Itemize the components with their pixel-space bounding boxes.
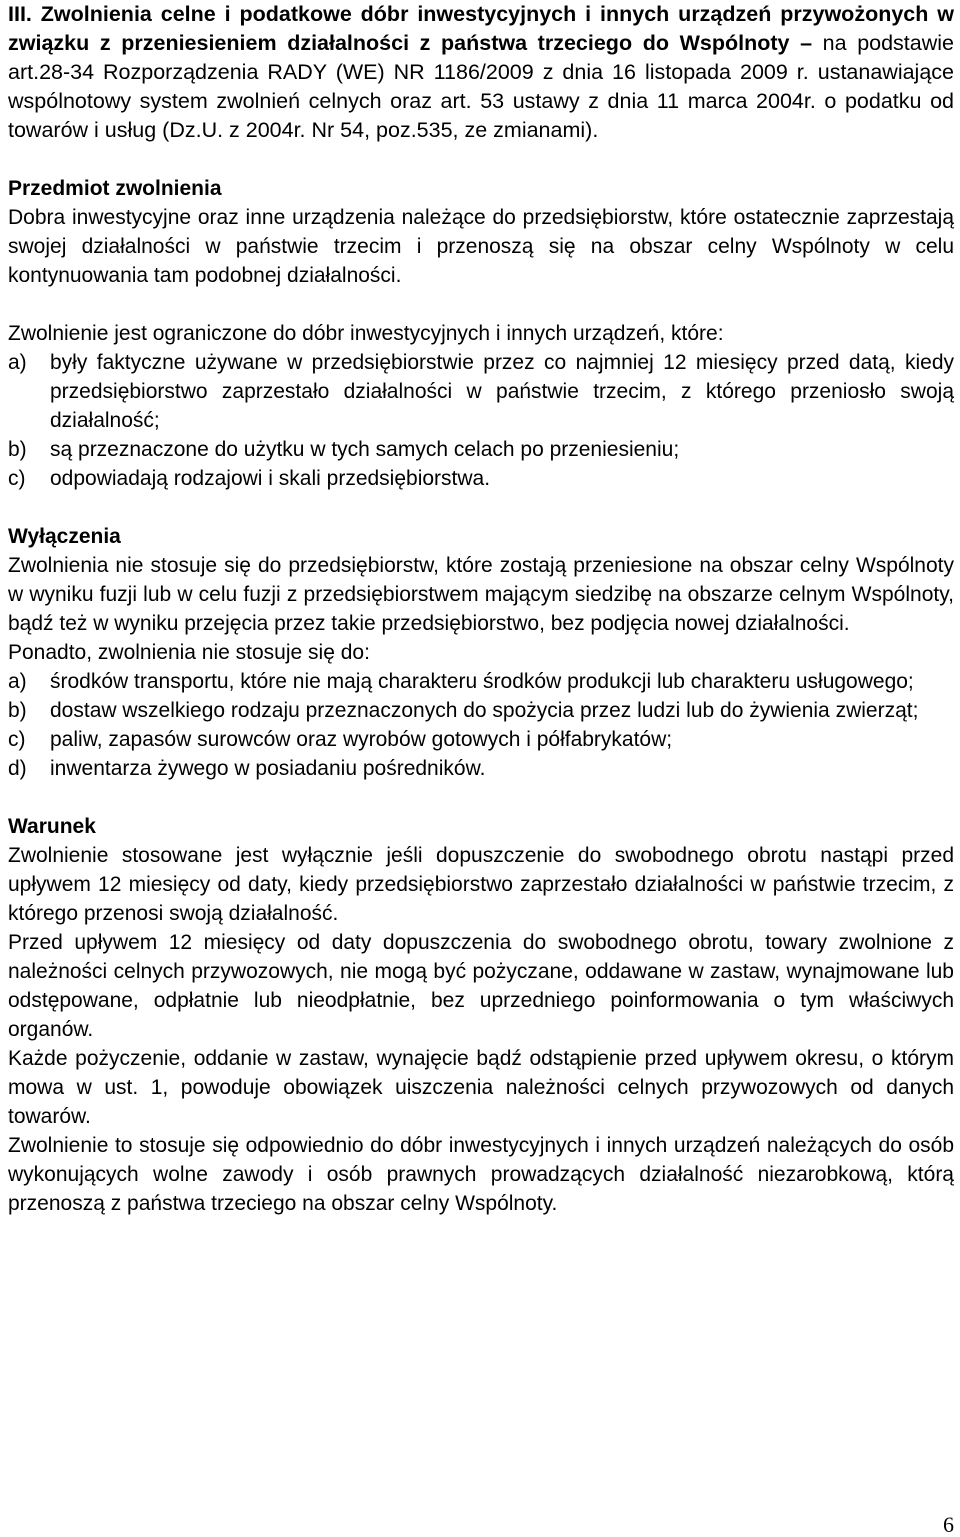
list-item-text: paliw, zapasów surowców oraz wyrobów gotowych i półfabrykatów;: [50, 728, 673, 751]
list-item: [8, 754, 954, 783]
condition-heading: Warunek: [8, 815, 96, 838]
list-item: [8, 696, 954, 725]
condition-paragraph: Zwolnienie stosowane jest wyłącznie jeśli dopuszczenie do swobodnego obrotu nastąpi przed upływem 12 miesięcy od daty, kiedy przedsiębiorstwo zaprzestało działalności w państwie trzecim, z którego przenosi swoją działalność.: [8, 844, 954, 925]
list-marker: b): [8, 699, 27, 722]
condition-paragraph: Każde pożyczenie, oddanie w zastaw, wynajęcie bądź odstąpienie przed upływem okresu, o którym mowa w ust. 1, powoduje obowiązek uiszczenia należności celnych przywozowych od danych towarów.: [8, 1047, 954, 1128]
list-item: [8, 435, 954, 464]
list-item-text: środków transportu, które nie mają charakteru środków produkcji lub charakteru usługowego;: [50, 670, 914, 693]
exclusions-list: [8, 667, 954, 783]
condition-paragraph: Zwolnienie to stosuje się odpowiednio do dóbr inwestycyjnych i innych urządzeń należących do osób wykonujących wolne zawody i osób prawnych prowadzących działalność niezarobkową, którą przenoszą z państwa trzeciego na obszar celny Wspólnoty.: [8, 1134, 954, 1215]
list-marker: c): [8, 467, 26, 490]
list-item: [8, 348, 954, 435]
document-page: [8, 0, 954, 1218]
list-item-text: dostaw wszelkiego rodzaju przeznaczonych do spożycia przez ludzi lub do żywienia zwierząt;: [50, 699, 919, 722]
exclusions-further-intro: Ponadto, zwolnienia nie stosuje się do:: [8, 641, 370, 664]
list-marker: a): [8, 670, 27, 693]
list-item-text: inwentarza żywego w posiadaniu pośredników.: [50, 757, 486, 780]
list-item: [8, 464, 954, 493]
list-marker: c): [8, 728, 26, 751]
list-item: [8, 667, 954, 696]
list-marker: a): [8, 351, 27, 374]
list-marker: d): [8, 757, 27, 780]
condition-paragraph: Przed upływem 12 miesięcy od daty dopuszczenia do swobodnego obrotu, towary zwolnione z należności celnych przywozowych, nie mogą być pożyczane, oddawane w zastaw, wynajmowane lub odstępowane, odpłatnie lub nieodpłatnie, bez uprzedniego poinformowania o tym właściwych organów.: [8, 931, 954, 1041]
list-item-text: były faktyczne używane w przedsiębiorstwie przez co najmniej 12 miesięcy przed datą, kiedy przedsiębiorstwo zaprzestało działalności w państwie trzecim, z którego przeniosło swoją działalność;: [50, 351, 954, 432]
list-item-text: są przeznaczone do użytku w tych samych celach po przeniesieniu;: [50, 438, 680, 461]
list-item: [8, 725, 954, 754]
list-marker: b): [8, 438, 27, 461]
exclusions-heading: Wyłączenia: [8, 525, 121, 548]
subject-text: Dobra inwestycyjne oraz inne urządzenia należące do przedsiębiorstw, które ostatecznie zaprzestają swojej działalności w państwie trzecim i przenoszą się na obszar celny Wspólnoty w celu kontynuowania tam podobnej działalności.: [8, 206, 954, 287]
conditions-list: [8, 348, 954, 493]
page-number: 6: [943, 1512, 954, 1537]
section-title-bold: III. Zwolnienia celne i podatkowe dóbr inwestycyjnych i innych urządzeń przywożonych w związku z przeniesieniem działalności z państwa trzeciego do Wspólnoty –: [8, 2, 954, 55]
limit-intro: Zwolnienie jest ograniczone do dóbr inwestycyjnych i innych urządzeń, które:: [8, 322, 724, 345]
section-title: [8, 0, 954, 145]
section-title-legal-basis: na podstawie art.28-34 Rozporządzenia RADY (WE) NR 1186/2009 z dnia 16 listopada 2009 r. ustanawiające wspólnotowy system zwolnień celnych oraz art. 53 ustawy z dnia 11 marca 2004r. o podatku od towarów i usług (Dz.U. z 2004r. Nr 54, poz.535, ze zmianami).: [8, 31, 955, 142]
exclusions-text: Zwolnienia nie stosuje się do przedsiębiorstw, które zostają przeniesione na obszar celny Wspólnoty w wyniku fuzji lub w celu fuzji z przedsiębiorstwem mającym siedzibę na obszarze celnym Wspólnoty, bądź też w wyniku przejęcia przez takie przedsiębiorstwo, bez podjęcia nowej działalności.: [8, 554, 954, 635]
subject-heading: Przedmiot zwolnienia: [8, 177, 222, 200]
list-item-text: odpowiadają rodzajowi i skali przedsiębiorstwa.: [50, 467, 491, 490]
